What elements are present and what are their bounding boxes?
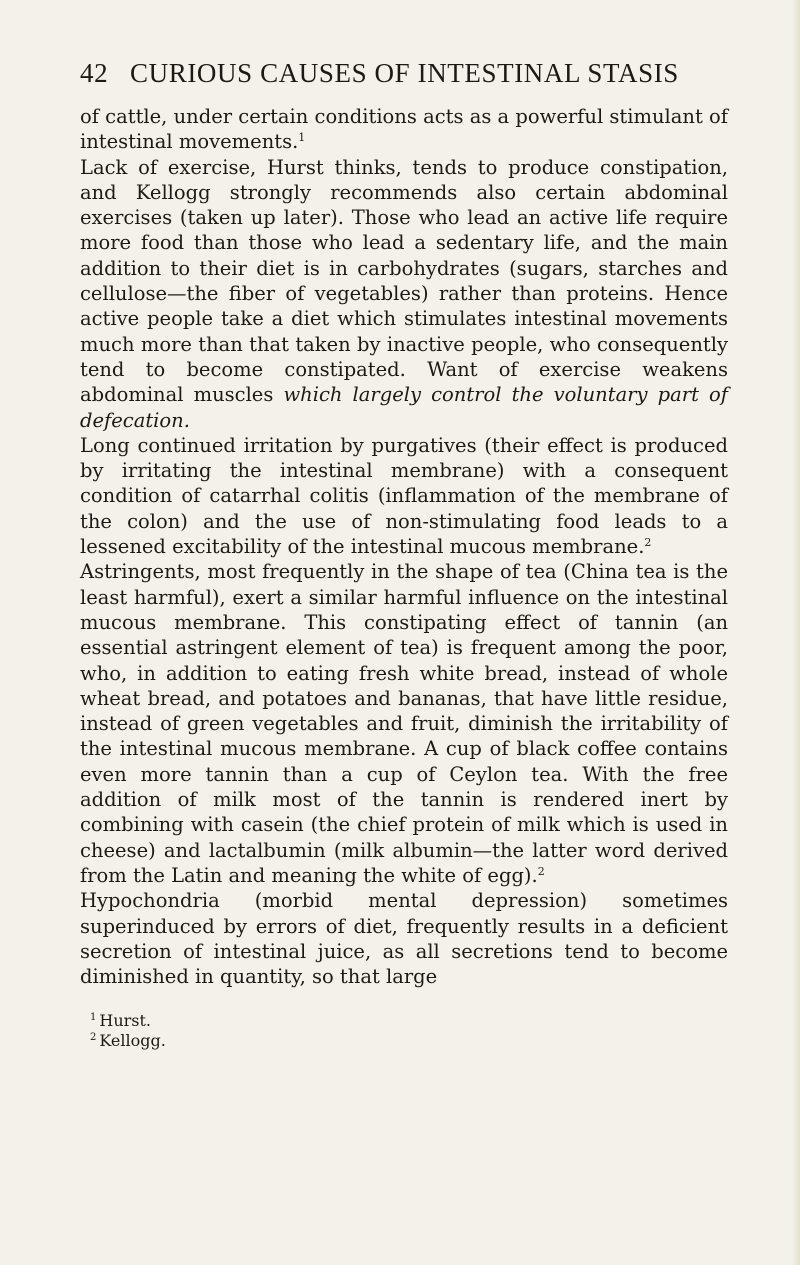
paragraph-purgatives: [80, 433, 728, 559]
footnote-mark: 1: [90, 1012, 97, 1023]
paragraph-exercise: [80, 155, 728, 433]
paragraph-hypochondria: [80, 888, 728, 989]
page-number: 42: [80, 58, 109, 88]
page-edge-shadow: [792, 0, 800, 1265]
footnote-ref: 2: [644, 536, 652, 550]
paragraph-text: Astringents, most frequently in the shape of tea (China tea is the least harmful), exert a similar harmful influence on the intestinal mucous membrane. This constipating effect of tannin (an essential astringent element of tea) is frequent among the poor, who, in addition to eating fresh white bread, instead of whole wheat bread, and potatoes and bananas, that have little residue, instead of green vegetables and fruit, diminish the irritability of the intestinal mucous membrane. A cup of black coffee contains even more tannin than a cup of Ceylon tea. With the free addition of milk most of the tannin is rendered inert by combining with casein (the chief protein of milk which is used in cheese) and lactalbumin (milk albumin—the latter word derived from the Latin and meaning the white of egg).: [80, 560, 728, 887]
paragraph-text: Long continued irritation by purgatives (their effect is produced by irritating the intestinal membrane) with a consequent condition of catarrhal colitis (inflammation of the membrane of the colon) and the use of non-stimulating food leads to a lessened excitability of the intestinal mucous membrane.: [80, 433, 728, 559]
footnotes: [90, 1011, 690, 1051]
paragraph-continuation: [80, 104, 728, 155]
paragraph-astringents: [80, 559, 728, 888]
body-text: [80, 104, 728, 989]
footnote-mark: 2: [90, 1032, 97, 1043]
footnote-text: Kellogg.: [99, 1031, 166, 1050]
footnote-ref: 1: [298, 131, 306, 145]
running-title: CURIOUS CAUSES OF INTESTINAL STASIS: [130, 58, 679, 88]
footnote: [90, 1011, 690, 1031]
footnote: [90, 1031, 690, 1051]
paragraph-text: Lack of exercise, Hurst thinks, tends to produce constipation, and Kellogg strongly recommends also certain abdominal exercises (taken up later). Those who lead an active life require more food than those who lead a sedentary life, and the main addition to their diet is in carbohydrates (sugars, starches and cellulose—the fiber of vegetables) rather than proteins. Hence active people take a diet which stimulates intestinal movements much more than that taken by inactive people, who consequently tend to become constipated. Want of exercise weakens abdominal muscles: [80, 155, 728, 407]
footnote-text: Hurst.: [99, 1011, 152, 1030]
running-header: [80, 58, 720, 89]
paragraph-text: of cattle, under certain conditions acts as a powerful stimulant of intestinal movements.: [80, 105, 728, 154]
italic-phrase: which largely control the voluntary part of defecation.: [80, 383, 728, 432]
footnote-ref: 2: [537, 864, 545, 878]
paragraph-text: Hypochondria (morbid mental depression) sometimes superinduced by errors of diet, frequently results in a deficient secretion of intestinal juice, as all secretions tend to become diminished in quantity, so that large: [80, 889, 728, 989]
